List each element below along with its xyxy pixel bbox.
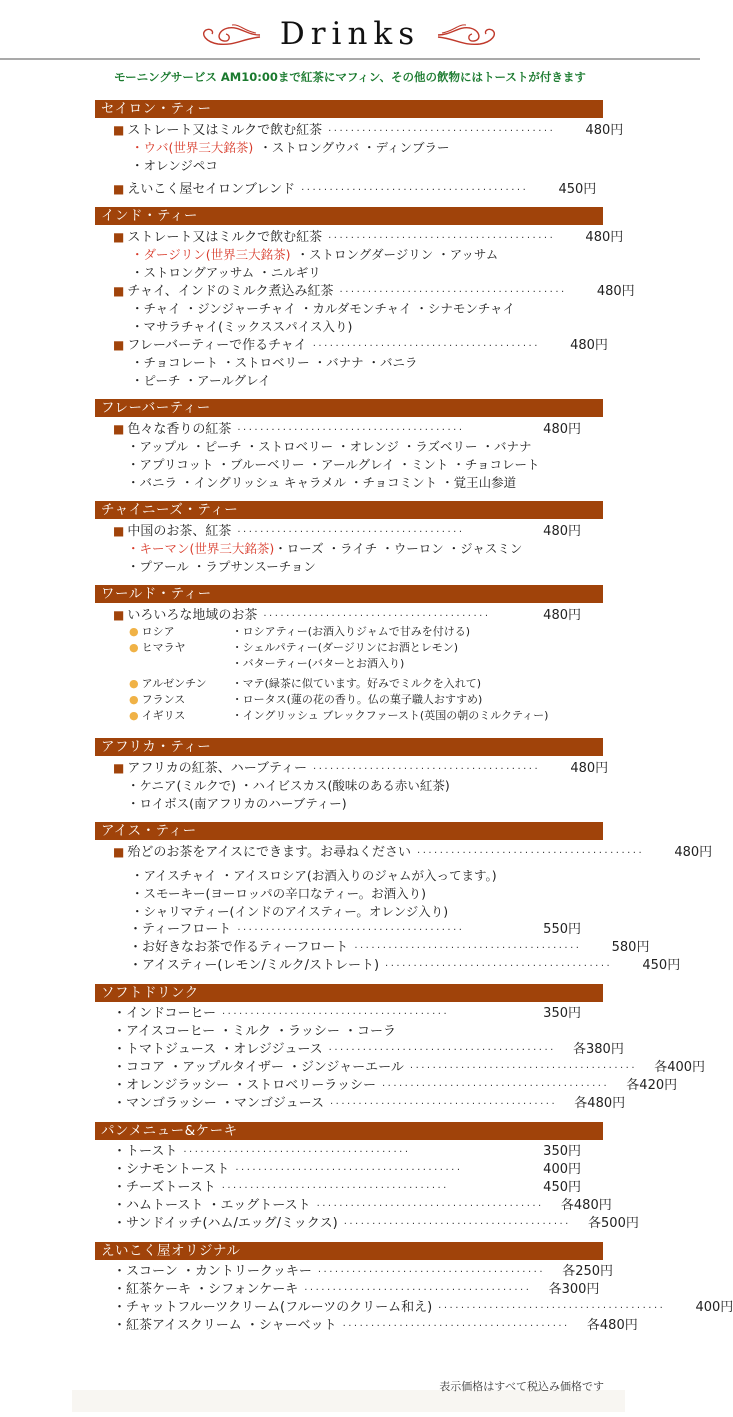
section-title: フレーバーティー bbox=[95, 399, 603, 417]
region-desc: ・バターティー(バターとお酒入り) bbox=[231, 657, 405, 670]
item-price: 各480円 bbox=[586, 1318, 638, 1333]
menu-row bbox=[95, 282, 635, 300]
section-title: セイロン・ティー bbox=[95, 100, 603, 118]
item-label: フレーバーティーで作るチャイ bbox=[127, 338, 307, 353]
menu-row bbox=[95, 121, 624, 139]
leader-dots: ········································ bbox=[329, 1099, 558, 1110]
leader-dots: ········································ bbox=[381, 1081, 610, 1092]
item-price: 450円 bbox=[543, 1180, 581, 1195]
item-price: 各500円 bbox=[588, 1216, 639, 1231]
item-price: 400円 bbox=[543, 1162, 581, 1177]
item-label: ・ハムトースト ・エッグトースト bbox=[113, 1198, 311, 1213]
menu-row bbox=[95, 1095, 626, 1113]
dot-bullet-icon: ● bbox=[129, 693, 139, 706]
page-title: Drinks bbox=[279, 16, 421, 52]
item-details bbox=[95, 139, 603, 157]
region-desc: ・シェルパティー(ダージリンにお酒とレモン) bbox=[231, 641, 459, 654]
leader-dots: ········································ bbox=[263, 611, 491, 622]
item-variants: ・オレンジペコ bbox=[131, 158, 218, 173]
leader-dots: ········································ bbox=[354, 943, 582, 954]
square-bullet-icon: ■ bbox=[113, 608, 125, 622]
highlight-tea: ・ダージリン(世界三大銘茶) bbox=[131, 247, 291, 262]
item-details bbox=[95, 558, 603, 576]
menu-row bbox=[95, 1077, 678, 1095]
flourish-right-icon bbox=[436, 22, 502, 48]
item-price: 400円 bbox=[695, 1300, 733, 1315]
item-price: 480円 bbox=[674, 845, 713, 860]
leader-dots: ········································ bbox=[328, 126, 556, 137]
leader-dots: ········································ bbox=[316, 1201, 544, 1212]
menu-row bbox=[95, 957, 681, 975]
menu-row bbox=[95, 1161, 603, 1179]
square-bullet-icon: ■ bbox=[113, 230, 125, 244]
item-label: チャイ、インドのミルク煮込み紅茶 bbox=[127, 284, 334, 299]
section-title: ワールド・ティー bbox=[95, 585, 603, 603]
menu-row bbox=[95, 180, 603, 198]
square-bullet-icon: ■ bbox=[113, 761, 125, 775]
region-row bbox=[95, 708, 603, 724]
item-price: 580円 bbox=[611, 940, 650, 955]
item-price: 480円 bbox=[543, 608, 581, 623]
section-title: アイス・ティー bbox=[95, 822, 603, 840]
item-details: ・アップル ・ピーチ ・ストロベリー ・オレンジ ・ラズベリー ・バナナ bbox=[127, 439, 532, 454]
item-label: ・紅茶アイスクリーム ・シャーベット bbox=[113, 1318, 337, 1333]
menu-row bbox=[95, 1023, 603, 1041]
region-row bbox=[95, 640, 603, 656]
region-name: ロシア bbox=[141, 625, 175, 638]
item-details: ・バニラ ・イングリッシュ キャラメル ・チョコミント ・覚王山参道 bbox=[127, 475, 517, 490]
leader-dots: ········································ bbox=[301, 185, 529, 196]
leader-dots: ········································ bbox=[237, 925, 465, 936]
item-price: 480円 bbox=[543, 422, 581, 437]
region-desc: ・ロータス(蓮の花の香り。仏の菓子職人おすすめ) bbox=[231, 693, 483, 706]
dot-bullet-icon: ● bbox=[129, 641, 139, 654]
leader-dots: ········································ bbox=[417, 848, 645, 859]
morning-service-notice: モーニングサービス AM10:00まで紅茶にマフィン、その他の飲物にはトーストが付きます bbox=[114, 70, 586, 84]
leader-dots: ········································ bbox=[312, 341, 540, 352]
item-variants: ・チョコレート ・ストロベリー ・バナナ ・バニラ bbox=[131, 355, 418, 370]
item-label: ・スコーン ・カントリークッキー bbox=[113, 1264, 312, 1279]
leader-dots: ········································ bbox=[409, 1063, 638, 1074]
menu-row bbox=[95, 1215, 639, 1233]
region-desc: ・ロシアティー(お酒入りジャムで甘みを付ける) bbox=[231, 625, 471, 638]
square-bullet-icon: ■ bbox=[113, 422, 125, 436]
item-label: ・インドコーヒー bbox=[113, 1006, 216, 1021]
square-bullet-icon: ■ bbox=[113, 284, 125, 298]
item-details bbox=[95, 540, 603, 558]
section-title: えいこく屋オリジナル bbox=[95, 1242, 603, 1260]
leader-dots: ········································ bbox=[237, 425, 465, 436]
item-price: 350円 bbox=[543, 1144, 581, 1159]
item-details bbox=[95, 300, 603, 318]
region-name: イギリス bbox=[141, 709, 186, 722]
item-price: 350円 bbox=[543, 1006, 581, 1021]
menu-row bbox=[95, 1005, 603, 1023]
item-variants: ・チャイ ・ジンジャーチャイ ・カルダモンチャイ ・シナモンチャイ bbox=[131, 301, 516, 316]
menu-row bbox=[95, 921, 603, 939]
dot-bullet-icon: ● bbox=[129, 625, 139, 638]
item-label: ・トースト bbox=[113, 1144, 178, 1159]
item-details: ・スモーキー(ヨーロッパの辛口なティー。お酒入り) bbox=[131, 886, 427, 901]
leader-dots: ········································ bbox=[385, 961, 613, 972]
leader-dots: ········································ bbox=[328, 1045, 556, 1056]
item-label: ・チャットフルーツクリーム(フルーツのクリーム和え) bbox=[113, 1300, 433, 1315]
menu-row bbox=[95, 420, 603, 438]
menu-row bbox=[95, 1281, 603, 1299]
section-ceylon bbox=[95, 100, 624, 198]
square-bullet-icon: ■ bbox=[113, 845, 125, 859]
item-label: 殆どのお茶をアイスにできます。お尋ねください bbox=[127, 845, 412, 860]
item-price: 各480円 bbox=[560, 1198, 612, 1213]
item-variants: ・ピーチ ・アールグレイ bbox=[131, 373, 271, 388]
item-price: 450円 bbox=[642, 958, 681, 973]
leader-dots: ········································ bbox=[313, 764, 541, 775]
leader-dots: ········································ bbox=[328, 233, 556, 244]
region-row bbox=[95, 656, 603, 672]
section-world bbox=[95, 585, 603, 724]
header-divider bbox=[0, 58, 700, 60]
item-price: 480円 bbox=[570, 338, 608, 353]
menu-row bbox=[95, 1263, 614, 1281]
item-details: ・シャリマティー(インドのアイスティー。オレンジ入り) bbox=[131, 904, 449, 919]
item-label: いろいろな地域のお茶 bbox=[127, 608, 258, 623]
item-label: ・マンゴラッシー ・マンゴジュース bbox=[113, 1096, 324, 1111]
item-variants: ・ストロングウバ ・ディンブラー bbox=[259, 140, 450, 155]
item-label: ・チーズトースト bbox=[113, 1180, 216, 1195]
item-details bbox=[95, 372, 603, 390]
item-price: 480円 bbox=[570, 761, 609, 776]
item-price: 各380円 bbox=[573, 1042, 624, 1057]
item-label: ・オレンジラッシー ・ストロベリーラッシー bbox=[113, 1078, 376, 1093]
item-price: 480円 bbox=[585, 230, 624, 245]
item-label: ・ココア ・アップルタイザー ・ジンジャーエール bbox=[113, 1060, 404, 1075]
region-name: ヒマラヤ bbox=[141, 641, 186, 654]
leader-dots: ········································ bbox=[235, 1165, 463, 1176]
item-price: 各400円 bbox=[654, 1060, 706, 1075]
menu-row bbox=[95, 939, 650, 957]
item-label: ・お好きなお茶で作るティーフロート bbox=[129, 940, 349, 955]
item-details bbox=[95, 157, 603, 175]
square-bullet-icon: ■ bbox=[113, 338, 125, 352]
menu-row bbox=[95, 1179, 603, 1197]
item-price: 480円 bbox=[585, 123, 624, 138]
region-row bbox=[95, 676, 603, 692]
menu-row bbox=[95, 1317, 638, 1335]
item-variants: ・ローズ ・ライチ ・ウーロン ・ジャスミン bbox=[274, 541, 523, 556]
leader-dots: ········································ bbox=[221, 1183, 449, 1194]
section-title: パンメニュー&ケーキ bbox=[95, 1122, 603, 1140]
menu-row bbox=[95, 606, 603, 624]
menu-content bbox=[95, 100, 733, 1344]
item-details: ・アイスチャイ ・アイスロシア(お酒入りのジャムが入ってます。) bbox=[131, 868, 497, 883]
region-row bbox=[95, 624, 603, 640]
item-price: 480円 bbox=[543, 524, 581, 539]
section-africa bbox=[95, 738, 609, 813]
section-bread-cake bbox=[95, 1122, 639, 1233]
item-price: 480円 bbox=[596, 284, 635, 299]
region-row bbox=[95, 692, 603, 708]
menu-row bbox=[95, 228, 624, 246]
item-label: 色々な香りの紅茶 bbox=[127, 422, 232, 437]
section-title: ソフトドリンク bbox=[95, 984, 603, 1002]
leader-dots: ········································ bbox=[317, 1267, 546, 1278]
item-variants: ・ストロングダージリン ・アッサム bbox=[296, 247, 499, 262]
region-desc: ・マテ(緑茶に似ています。好みでミルクを入れて) bbox=[231, 677, 482, 690]
section-title: チャイニーズ・ティー bbox=[95, 501, 603, 519]
item-price: 各300円 bbox=[548, 1282, 600, 1297]
item-label: ・アイスティー(レモン/ミルク/ストレート) bbox=[129, 958, 380, 973]
item-price: 550円 bbox=[543, 922, 581, 937]
item-variants: ・マサラチャイ(ミックススパイス入り) bbox=[131, 319, 353, 334]
tax-note: 表示価格はすべて税込み価格です bbox=[439, 1380, 604, 1393]
item-label: ・トマトジュース ・オレジジュース bbox=[113, 1042, 323, 1057]
item-label: ・ティーフロート bbox=[129, 922, 232, 937]
item-label: ・サンドイッチ(ハム/エッグ/ミックス) bbox=[113, 1216, 338, 1231]
leader-dots: ········································ bbox=[339, 287, 567, 298]
item-label: ・シナモントースト bbox=[113, 1162, 230, 1177]
region-name: アルゼンチン bbox=[141, 677, 207, 690]
item-details bbox=[95, 264, 603, 282]
item-label: ・紅茶ケーキ ・シフォンケーキ bbox=[113, 1282, 299, 1297]
section-original bbox=[95, 1242, 733, 1335]
menu-row bbox=[95, 1299, 733, 1317]
item-label: アフリカの紅茶、ハーブティー bbox=[127, 761, 308, 776]
item-label: ・アイスコーヒー ・ミルク ・ラッシー ・コーラ bbox=[113, 1024, 397, 1039]
dot-bullet-icon: ● bbox=[129, 709, 139, 722]
menu-row bbox=[95, 1143, 603, 1161]
region-name bbox=[142, 656, 232, 672]
page-header bbox=[0, 0, 700, 62]
item-label: 中国のお茶、紅茶 bbox=[127, 524, 232, 539]
square-bullet-icon: ■ bbox=[113, 123, 125, 137]
highlight-tea: ・キーマン(世界三大銘茶) bbox=[127, 541, 275, 556]
section-flavor bbox=[95, 399, 603, 492]
menu-row bbox=[95, 1041, 624, 1059]
leader-dots: ········································ bbox=[221, 1009, 450, 1020]
item-details: ・アプリコット ・ブルーベリー ・アールグレイ ・ミント ・チョコレート bbox=[127, 457, 540, 472]
menu-row bbox=[95, 336, 608, 354]
highlight-tea: ・ウバ(世界三大銘茶) bbox=[131, 140, 254, 155]
leader-dots: ········································ bbox=[237, 527, 465, 538]
leader-dots: ········································ bbox=[343, 1219, 571, 1230]
item-price: 各250円 bbox=[562, 1264, 614, 1279]
section-title: インド・ティー bbox=[95, 207, 603, 225]
item-details: ・ロイボス(南アフリカのハーブティー) bbox=[127, 796, 347, 811]
item-variants: ・プアール ・ラプサンスーチョン bbox=[127, 559, 316, 574]
section-title: アフリカ・ティー bbox=[95, 738, 603, 756]
menu-row bbox=[95, 759, 609, 777]
section-chinese bbox=[95, 501, 603, 576]
menu-row bbox=[95, 522, 603, 540]
square-bullet-icon: ■ bbox=[113, 182, 125, 196]
leader-dots: ········································ bbox=[342, 1321, 570, 1332]
item-price: 各420円 bbox=[626, 1078, 678, 1093]
item-details bbox=[95, 246, 603, 264]
item-label: えいこく屋セイロンブレンド bbox=[127, 182, 296, 197]
item-price: 各480円 bbox=[574, 1096, 626, 1111]
region-desc: ・イングリッシュ ブレックファースト(英国の朝のミルクティー) bbox=[231, 709, 549, 722]
menu-row bbox=[95, 1197, 612, 1215]
menu-row bbox=[95, 1059, 706, 1077]
item-variants: ・ストロングアッサム ・ニルギリ bbox=[131, 265, 321, 280]
section-india bbox=[95, 207, 635, 390]
item-details bbox=[95, 354, 603, 372]
item-details: ・ケニア(ミルクで) ・ハイビスカス(酸味のある赤い紅茶) bbox=[127, 778, 450, 793]
leader-dots: ········································ bbox=[438, 1303, 666, 1314]
item-label: ストレート又はミルクで飲む紅茶 bbox=[127, 123, 323, 138]
item-price: 450円 bbox=[558, 182, 597, 197]
menu-row bbox=[95, 843, 713, 861]
dot-bullet-icon: ● bbox=[129, 677, 139, 690]
region-name: フランス bbox=[141, 693, 186, 706]
section-soft-drinks bbox=[95, 984, 706, 1113]
item-details bbox=[95, 318, 603, 336]
item-label: ストレート又はミルクで飲む紅茶 bbox=[127, 230, 323, 245]
leader-dots: ········································ bbox=[304, 1285, 532, 1296]
section-ice bbox=[95, 822, 713, 975]
leader-dots: ········································ bbox=[183, 1147, 411, 1158]
square-bullet-icon: ■ bbox=[113, 524, 125, 538]
